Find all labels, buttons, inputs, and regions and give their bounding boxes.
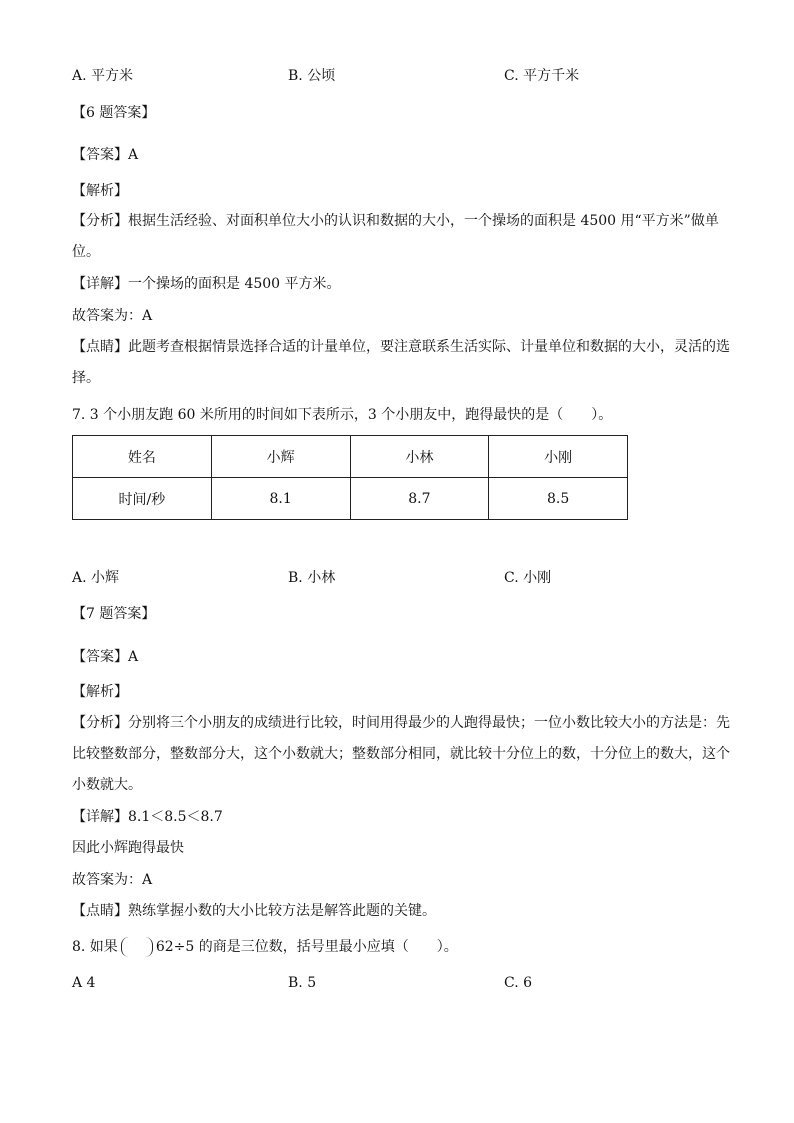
q7-question: 7. 3 个小朋友跑 60 米所用的时间如下表所示，3 个小朋友中，跑得最快的是（ ）。 (72, 407, 613, 423)
q8-option-b: B. 5 (288, 975, 317, 991)
q6-detail: 【详解】一个操场的面积是 4500 平方米。 (72, 276, 341, 292)
q7-option-a: A. 小辉 (72, 570, 120, 586)
blank-parenthesis (121, 937, 153, 957)
q6-answer: 【答案】A (72, 147, 139, 163)
q7-analysis-header: 【解析】 (72, 684, 128, 700)
table-cell: 姓名 (73, 436, 212, 478)
q7-analysis: 【分析】分别将三个小朋友的成绩进行比较，时间用得最少的人跑得最快；一位小数比较大小的方法是：先比较整数部分，整数部分大，这个小数就大；整数部分相同，就比较十分位上的数，十分位上的数大，这个小数就大。 (72, 715, 730, 793)
q7-result: 因此小辉跑得最快 (72, 840, 184, 856)
table-cell: 小辉 (211, 436, 350, 478)
q7-answer-tag: 【7 题答案】 (72, 606, 156, 622)
table-cell: 小林 (350, 436, 489, 478)
table-header-row (73, 436, 628, 478)
q7-option-b: B. 小林 (288, 570, 336, 586)
table-row (73, 478, 628, 520)
q6-conclusion: 故答案为：A (72, 308, 153, 324)
q6-option-b: B. 公顷 (288, 68, 336, 84)
table-cell: 时间/秒 (73, 478, 212, 520)
q7-times-table (72, 435, 628, 520)
table-cell: 小刚 (489, 436, 628, 478)
q6-comment: 【点睛】此题考查根据情景选择合适的计量单位，要注意联系生活实际、计量单位和数据的大小，灵活的选择。 (72, 339, 730, 386)
table-cell: 8.7 (350, 478, 489, 520)
q6-option-a: A. 平方米 (72, 68, 134, 84)
q8-question-prefix: 8. 如果 (72, 939, 118, 955)
q8-option-a: A 4 (72, 975, 96, 991)
table-cell: 8.5 (489, 478, 628, 520)
q6-analysis-header: 【解析】 (72, 183, 128, 199)
q7-option-c: C. 小刚 (504, 570, 552, 586)
q6-analysis: 【分析】根据生活经验、对面积单位大小的认识和数据的大小，一个操场的面积是 4500 用“平方米”做单位。 (72, 213, 719, 260)
q8-question (72, 937, 458, 957)
q6-answer-tag: 【6 题答案】 (72, 105, 156, 121)
table-cell: 8.1 (211, 478, 350, 520)
q7-comment: 【点睛】熟练掌握小数的大小比较方法是解答此题的关键。 (72, 903, 436, 919)
q6-option-c: C. 平方千米 (504, 68, 580, 84)
q8-question-suffix: 62÷5 的商是三位数，括号里最小应填（ ）。 (155, 939, 458, 955)
q8-option-c: C. 6 (504, 975, 533, 991)
q7-detail: 【详解】8.1＜8.5＜8.7 (72, 809, 223, 825)
q7-conclusion: 故答案为：A (72, 872, 153, 888)
q7-answer: 【答案】A (72, 649, 139, 665)
